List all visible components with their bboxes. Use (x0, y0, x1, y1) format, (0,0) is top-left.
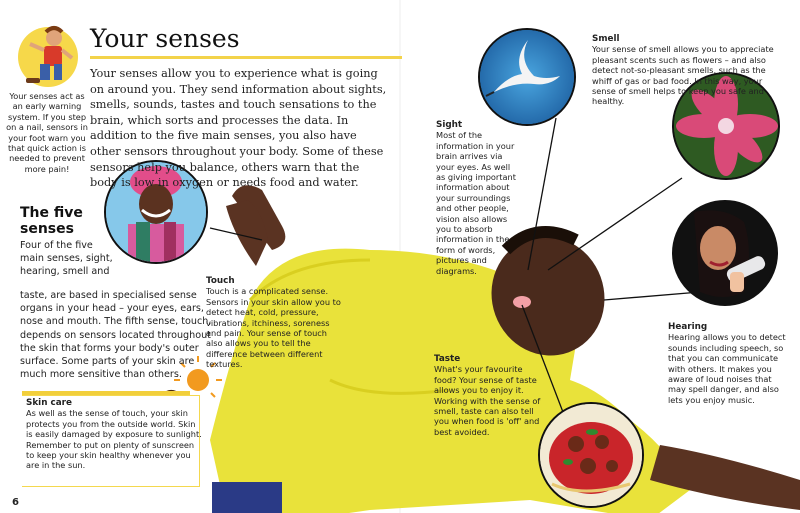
taste-caption (434, 354, 546, 437)
five-senses-heading-line2: senses (20, 221, 74, 237)
sight-body: Most of the information in your brain arrives via your eyes. As well as giving important information about your surroundings and other people, vision also allows you to absorb information in the form of words, pictures and diagrams. (436, 130, 516, 276)
warning-side-note: Your senses act as an early warning system. If you step on a nail, sensors in your foot warn you that quick action is needed to prevent more pain! (6, 91, 88, 174)
touch-body: Touch is a complicated sense. Sensors in your skin allow you to detect heat, cold, pressure, vibrations, itchiness, soreness and pain. Your sense of touch also allows you to tell the difference between different textures. (206, 286, 341, 370)
hearing-body: Hearing allows you to detect sounds including speech, so that you can communicate with others. It makes you aware of loud noises that may spell danger, and also lets you enjoy music. (668, 332, 786, 405)
heron-photo-circle (478, 28, 576, 126)
hearing-caption (668, 322, 792, 405)
five-senses-heading-line1: The five (20, 205, 83, 221)
intro-paragraph: Your senses allow you to experience what is going on around you. They send information about sights, smells, sounds, tastes and touch sensations to the brain, which sorts and processes the data. In addition to the five main senses, you also have other sensors throughout your body. Some of these sensors help you balance, others warn that the body is low in oxygen or needs food and water. (90, 67, 387, 190)
taste-body: What's your favourite food? Your sense of taste allows you to enjoy it. Working with the sense of smell, taste can also tell you when food is 'off' and best avoided. (434, 364, 541, 437)
sight-caption (436, 120, 518, 276)
title-underline (90, 56, 402, 59)
skin-care-body: As well as the sense of touch, your skin protects you from the outside world. Skin is easily damaged by exposure to sunlight. Remember to put on plenty of sunscreen to keep your skin healthy whenever you are in the sun. (26, 408, 202, 471)
page-title: Your senses (90, 24, 240, 53)
hearing-heading: Hearing (668, 322, 708, 332)
page-number: 6 (12, 497, 19, 508)
touch-heading: Touch (206, 276, 235, 286)
spaghetti-photo-circle (538, 402, 644, 508)
skin-care-heading: Skin care (26, 398, 72, 408)
five-senses-body-b: taste, are based in specialised sense organs in your head – your eyes, ears, nose and mouth. The fifth sense, touch, depends on sensors located throughout the skin that forms your body's outer surface. Some parts of your skin are much more sensitive than others. (20, 290, 212, 381)
sight-heading: Sight (436, 120, 463, 130)
cartoon-boy-icon (18, 27, 78, 87)
skin-care-text (26, 398, 202, 471)
telephone-photo-circle (672, 200, 778, 306)
taste-heading: Taste (434, 354, 461, 364)
smell-body: Your sense of smell allows you to appreciate pleasant scents such as flowers – and also detect not-so-pleasant smells, such as the whiff of gas or bad food. In this way, your sense of smell helps to keep you safe and healthy. (592, 44, 774, 107)
five-senses-heading (20, 205, 83, 237)
smell-heading: Smell (592, 34, 620, 44)
touch-caption (206, 276, 342, 370)
five-senses-body-a: Four of the five main senses, sight, hearing, smell and (20, 240, 113, 278)
smell-caption (592, 34, 788, 107)
